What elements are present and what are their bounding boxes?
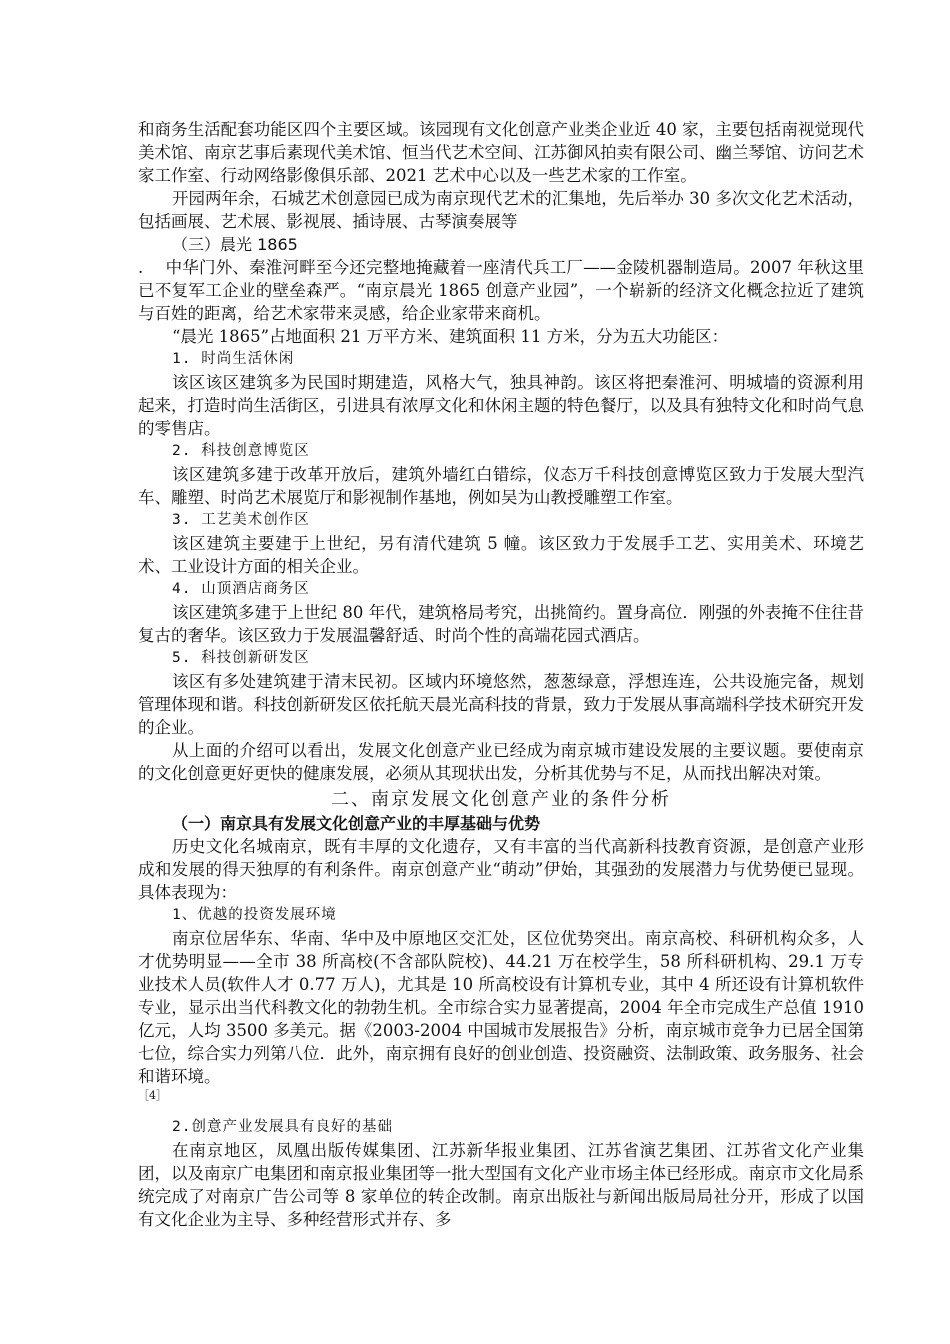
chapter-title: 二、南京发展文化创意产业的条件分析 [331,789,671,810]
subheading-hilltop-hotel: 4. 山顶酒店商务区 [172,581,310,597]
section-heading-foundation: （一）南京具有发展文化创意产业的丰厚基础与优势 [172,814,541,833]
paragraph-crafts-art: 该区建筑主要建于上世纪，另有清代建筑 5 幢。该区致力于发展手工艺、实用美术、环境艺术、工业设计方面的相关企业。 [138,534,864,576]
paragraph-tech-expo: 该区建筑多建于改革开放后，建筑外墙红白错综，仪态万千科技创意博览区致力于发展大型汽车、雕塑、时尚艺术展览厅和影视制作基地，例如吴为山教授雕塑工作室。 [138,465,864,507]
reference-marker: ［4］ [138,1089,167,1102]
document-body [138,118,864,1231]
paragraph-intro-continuation: 和商务生活配套功能区四个主要区域。该园现有文化创意产业类企业近 40 家，主要包括南视觉现代美术馆、南京艺事后素现代美术馆、恒当代艺术空间、江苏御风拍卖有限公司、幽兰琴馆、访问艺术家工作室、行动网络影像俱乐部、2021 艺术中心以及一些艺术家的工作室。 [138,120,864,185]
paragraph-tech-rnd: 该区有多处建筑建于清末民初。区域内环境悠然，葱葱绿意，浮想连连，公共设施完备，规划管理体现和谐。科技创新研发区依托航天晨光高科技的背景，致力于发展从事高端科学技术研究开发的企业。 [138,672,864,737]
subheading-tech-rnd: 5. 科技创新研发区 [172,650,310,666]
paragraph-history-city: 历史文化名城南京，既有丰厚的文化遗存，又有丰富的当代高新科技教育资源，是创意产业形成和发展的得天独厚的有利条件。南京创意产业“萌动”伊始，其强劲的发展潜力与优势便已显现。具体表现为： [138,837,864,902]
subheading-industry-foundation: 2.创意产业发展具有良好的基础 [172,1119,393,1135]
paragraph-fashion-leisure: 该区该区建筑多为民国时期建造，风格大气，独具神韵。该区将把秦淮河、明城墙的资源利用起来，打造时尚生活街区，引进具有浓厚文化和休闲主题的特色餐厅，以及具有独特文化和时尚气息的零售店。 [138,373,864,438]
subheading-crafts-art: 3. 工艺美术创作区 [172,512,310,528]
paragraph-shicheng-art-park: 开园两年余，石城艺术创意园已成为南京现代艺术的汇集地，先后举办 30 多次文化艺术活动，包括画展、艺术展、影视展、插诗展、古琴演奏展等 [138,189,864,231]
paragraph-jinling-arsenal: . 中华门外、秦淮河畔至今还完整地掩藏着一座清代兵工厂——金陵机器制造局。2007 年秋这里已不复军工企业的壁垒森严。“南京晨光 1865 创意产业园”，一个崭新的经济文化概念拉近了建筑与百姓的距离，给艺术家带来灵感，给企业家带来商机。 [138,258,864,323]
paragraph-industry-foundation: 在南京地区，凤凰出版传媒集团、江苏新华报业集团、江苏省演艺集团、江苏省文化产业集团，以及南京广电集团和南京报业集团等一批大型国有文化产业市场主体已经形成。南京市文化局系统完成了对南京广告公司等 8 家单位的转企改制。南京出版社与新闻出版局局社分开，形成了以国有文化企业为主导、多种经营形式并存、多 [138,1141,864,1229]
section-heading-chenguang-1865: （三）晨光 1865 [172,235,298,254]
paragraph-investment-environment: 南京位居华东、华南、华中及中原地区交汇处，区位优势突出。南京高校、科研机构众多，人才优势明显——全市 38 所高校(不含部队院校)、44.21 万在校学生，58 所科研机构、29.1 万专业技术人员(软件人才 0.77 万人)，尤其是 10 所高校设有计算机专业，其中 4 所还设有计算机软件专业，显示出当代科教文化的勃勃生机。全市综合实力显著提高，2004 年全市完成生产总值 1910 亿元，人均 3500 多美元。据《2003-2004 中国城市发展报告》分析，南京城市竞争力已居全国第七位，综合实力列第八位．此外，南京拥有良好的创业创造、投资融资、法制政策、政务服务、社会和谐环境。 [138,929,864,1086]
paragraph-summary: 从上面的介绍可以看出，发展文化创意产业已经成为南京城市建设发展的主要议题。要使南京的文化创意更好更快的健康发展，必须从其现状出发，分析其优势与不足，从而找出解决对策。 [138,741,864,783]
spacer [138,1104,864,1116]
paragraph-area-summary: “晨光 1865”占地面积 21 万平方米、建筑面积 11 方米，分为五大功能区： [172,327,729,346]
subheading-investment-environment: 1、优越的投资发展环境 [172,907,337,923]
subheading-tech-expo: 2. 科技创意博览区 [172,443,310,459]
subheading-fashion-leisure: 1. 时尚生活休闲 [172,351,295,367]
paragraph-hilltop-hotel: 该区建筑多建于上世纪 80 年代，建筑格局考究，出挑简约。置身高位．刚强的外表掩不住往昔复古的奢华。该区致力于发展温馨舒适、时尚个性的高端花园式酒店。 [138,603,864,645]
